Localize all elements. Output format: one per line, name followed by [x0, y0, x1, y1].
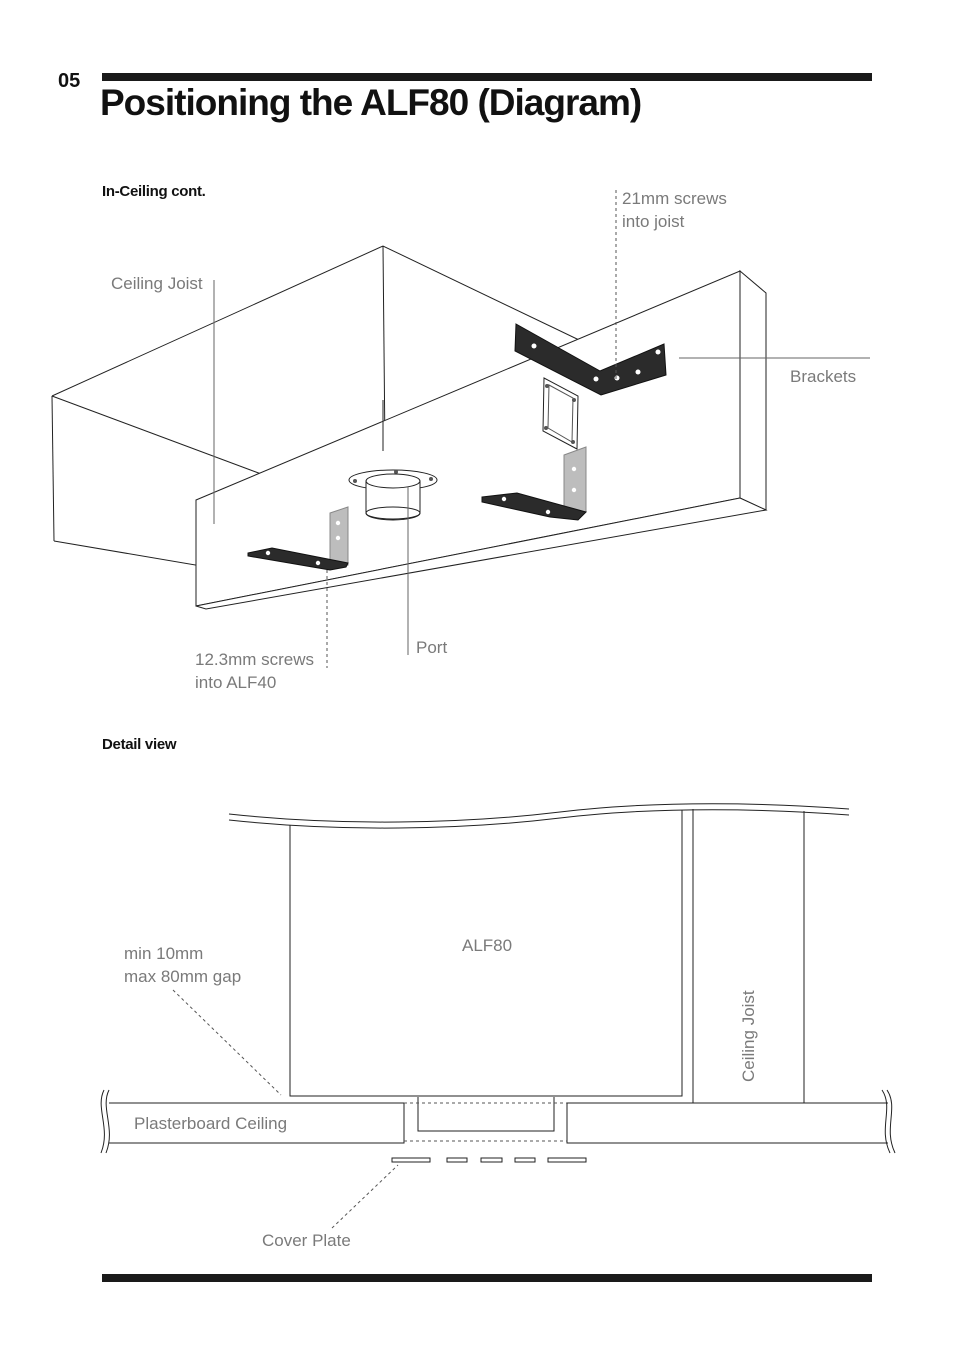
label-plasterboard: Plasterboard Ceiling: [134, 1114, 288, 1133]
label-screws-joist-2: into joist: [622, 212, 685, 231]
leader-gap: [173, 990, 281, 1095]
label-gap-2: max 80mm gap: [124, 967, 242, 986]
label-cover-plate: Cover Plate: [262, 1231, 351, 1250]
label-screws-joist-1: 21mm screws: [622, 189, 727, 208]
label-screws-alf-2: into ALF40: [195, 673, 277, 692]
label-alf80: ALF80: [462, 936, 513, 955]
label-detail-ceiling-joist: Ceiling Joist: [739, 990, 758, 1082]
label-screws-alf-1: 12.3mm screws: [195, 650, 315, 669]
wavy-top-edge: [229, 804, 849, 828]
label-ceiling-joist: Ceiling Joist: [111, 274, 203, 293]
label-brackets: Brackets: [790, 367, 857, 386]
page-number: 05: [58, 70, 81, 92]
bottom-rule: [102, 1274, 872, 1282]
page-title: Positioning the ALF80 (Diagram): [100, 82, 642, 123]
port-detail: [404, 1097, 567, 1141]
label-port: Port: [416, 638, 448, 657]
label-gap-1: min 10mm: [124, 944, 204, 963]
section-heading-detail-view: Detail view: [102, 736, 177, 753]
section-heading-in-ceiling: In-Ceiling cont.: [102, 183, 206, 200]
leader-cover-plate: [332, 1165, 398, 1228]
cover-plate: [392, 1158, 586, 1162]
